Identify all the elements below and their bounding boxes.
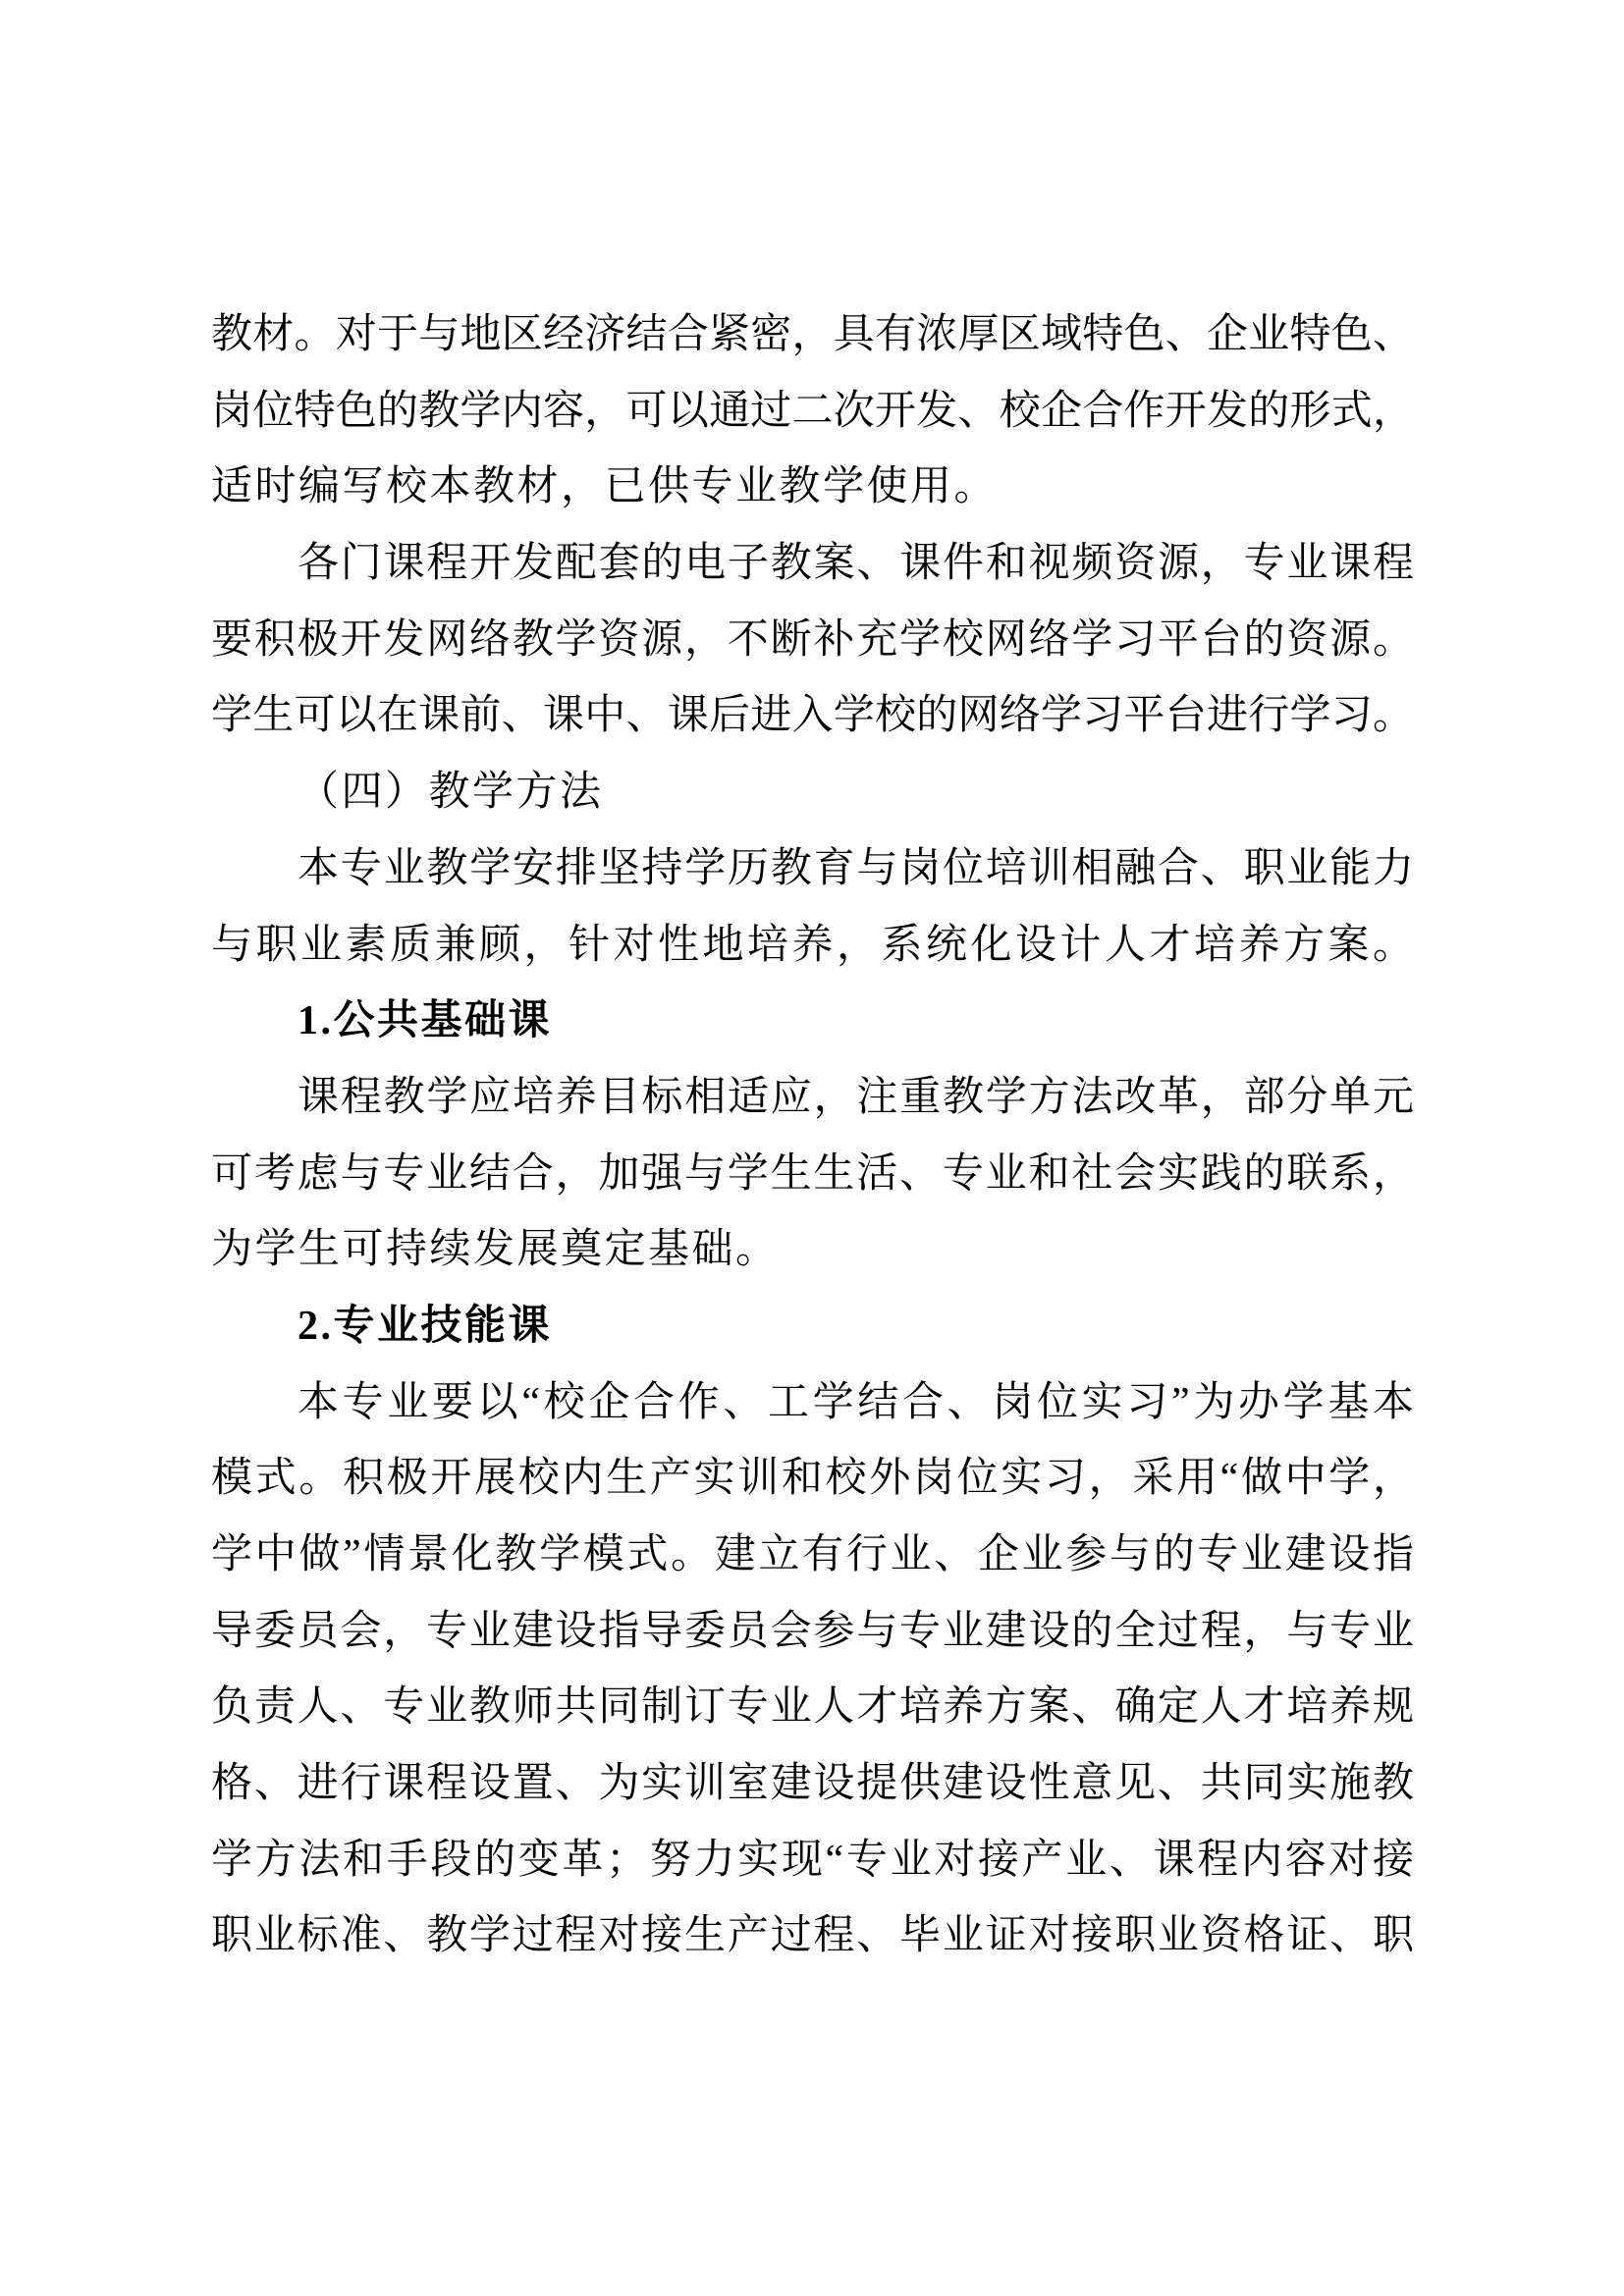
text-line: 适时编写校本教材，已供专业教学使用。 <box>211 464 999 510</box>
text-line: 职业标准、教学过程对接生产过程、毕业证对接职业资格证、职 <box>211 1913 1414 1959</box>
text-line: 格、进行课程设置、为实训室建设提供建设性意见、共同实施教 <box>211 1761 1414 1807</box>
text-line: 各门课程开发配套的电子教案、课件和视频资源，专业课程 <box>298 541 1414 587</box>
section-heading-line: （四）教学方法 <box>298 770 604 816</box>
text-line: 本专业要以“校企合作、工学结合、岗位实习”为办学基本 <box>298 1379 1414 1425</box>
subheading-line: 1.公共基础课 <box>298 998 553 1044</box>
subheading-line: 2.专业技能课 <box>298 1303 553 1349</box>
text-line: 模式。积极开展校内生产实训和校外岗位实习，采用“做中学， <box>211 1456 1414 1502</box>
text-line: 教材。对于与地区经济结合紧密，具有浓厚区域特色、企业特色、 <box>211 312 1414 357</box>
text-line: 学生可以在课前、课中、课后进入学校的网络学习平台进行学习。 <box>211 693 1414 739</box>
text-block <box>211 297 1414 1975</box>
text-line: 与职业素质兼顾，针对性地培养，系统化设计人才培养方案。 <box>211 922 1414 968</box>
text-line: 本专业教学安排坚持学历教育与岗位培训相融合、职业能力 <box>298 845 1414 891</box>
text-line: 为学生可持续发展奠定基础。 <box>211 1227 780 1273</box>
text-line: 学方法和手段的变革；努力实现“专业对接产业、课程内容对接 <box>211 1837 1414 1883</box>
text-line: 可考虑与专业结合，加强与学生生活、专业和社会实践的联系， <box>211 1150 1414 1197</box>
text-line: 要积极开发网络教学资源，不断补充学校网络学习平台的资源。 <box>211 616 1414 663</box>
text-line: 负责人、专业教师共同制订专业人才培养方案、确定人才培养规 <box>211 1684 1414 1731</box>
text-line: 岗位特色的教学内容，可以通过二次开发、校企合作开发的形式， <box>211 388 1414 434</box>
text-line: 学中做”情景化教学模式。建立有行业、企业参与的专业建设指 <box>211 1532 1414 1577</box>
text-line: 课程教学应培养目标相适应，注重教学方法改革，部分单元 <box>298 1074 1414 1120</box>
text-line: 导委员会，专业建设指导委员会参与专业建设的全过程，与专业 <box>211 1608 1414 1654</box>
